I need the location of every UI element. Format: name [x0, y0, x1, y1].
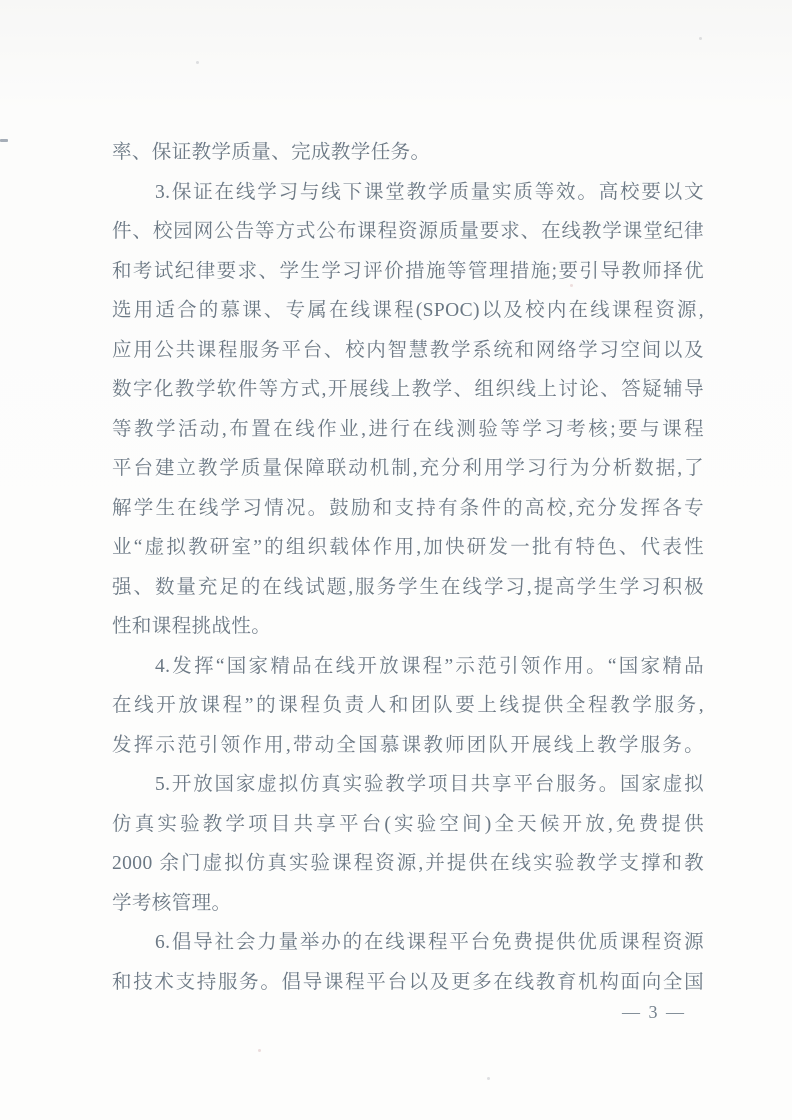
text-line: 4.发挥“国家精品在线开放课程”示范引领作用。“国家精品	[155, 655, 704, 677]
text-line: 强、数量充足的在线试题,服务学生在线学习,提高学生学习积极	[112, 576, 704, 598]
paper-speckle	[699, 37, 702, 40]
text-line: 平台建立教学质量保障联动机制,充分利用学习行为分析数据,了	[112, 458, 704, 479]
text-line: 件、校园网公告等方式公布课程资源质量要求、在线教学课堂纪律	[112, 221, 704, 242]
text-line: 业“虚拟教研室”的组织载体作用,加快研发一批有特色、代表性	[112, 537, 704, 558]
text-line: 率、保证教学质量、完成教学任务。	[112, 142, 431, 163]
paper-speckle	[487, 1077, 490, 1080]
text-line: 和技术支持服务。倡导课程平台以及更多在线教育机构面向全国	[112, 971, 704, 993]
text-line: 选用适合的慕课、专属在线课程(SPOC)以及校内在线课程资源,	[112, 300, 704, 321]
scan-artifact	[0, 139, 8, 142]
paper-speckle	[196, 61, 199, 64]
text-line: 6.倡导社会力量举办的在线课程平台免费提供优质课程资源	[155, 932, 704, 953]
text-line: 3.保证在线学习与线下课堂教学质量实质等效。高校要以文	[155, 181, 704, 203]
text-line: 和考试纪律要求、学生学习评价措施等管理措施;要引导教师择优	[112, 260, 704, 282]
document-body	[112, 133, 704, 1002]
text-line: 5.开放国家虚拟仿真实验教学项目共享平台服务。国家虚拟	[155, 774, 704, 795]
text-line: 数字化教学软件等方式,开展线上教学、组织线上讨论、答疑辅导	[112, 379, 704, 400]
page-number: — 3 —	[622, 1002, 686, 1022]
text-line: 性和课程挑战性。	[112, 616, 272, 637]
text-line: 仿真实验教学项目共享平台(实验空间)全天候开放,免费提供	[112, 813, 704, 835]
text-line: 在线开放课程”的课程负责人和团队要上线提供全程教学服务,	[112, 695, 704, 716]
text-line: 解学生在线学习情况。鼓励和支持有条件的高校,充分发挥各专	[112, 497, 704, 519]
text-line: 学考核管理。	[112, 892, 232, 914]
text-line: 等教学活动,布置在线作业,进行在线测验等学习考核;要与课程	[112, 418, 704, 440]
text-line: 发挥示范引领作用,带动全国慕课教师团队开展线上教学服务。	[112, 734, 704, 756]
paper-speckle	[258, 1049, 261, 1052]
text-line: 2000 余门虚拟仿真实验课程资源,并提供在线实验教学支撑和教	[112, 853, 704, 874]
text-line: 应用公共课程服务平台、校内智慧教学系统和网络学习空间以及	[112, 339, 704, 361]
